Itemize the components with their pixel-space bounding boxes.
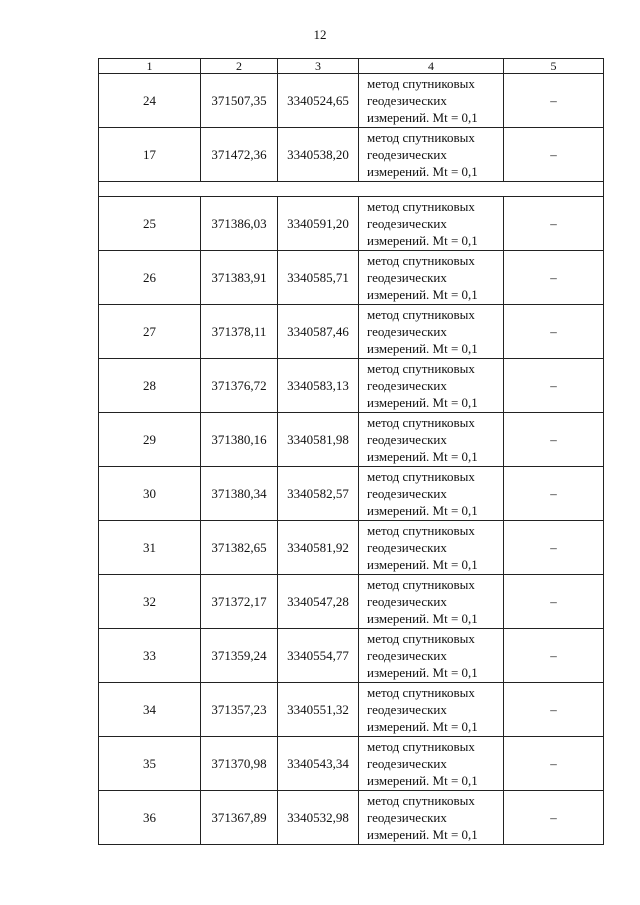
y-coordinate-cell: 3340547,28 <box>278 575 359 629</box>
point-number-cell: 17 <box>99 128 201 182</box>
empty-cell <box>99 182 604 197</box>
method-line: измерений. Mt = 0,1 <box>367 827 478 842</box>
method-line: метод спутниковых <box>367 361 475 376</box>
x-coordinate-cell: 371376,72 <box>201 359 278 413</box>
method-cell <box>359 683 504 737</box>
y-coordinate-cell: 3340581,98 <box>278 413 359 467</box>
table-row <box>99 251 604 305</box>
table-row <box>99 521 604 575</box>
column-header: 4 <box>359 59 504 74</box>
point-number-cell: 25 <box>99 197 201 251</box>
method-cell <box>359 197 504 251</box>
x-coordinate-cell: 371380,16 <box>201 413 278 467</box>
note-cell: – <box>504 305 604 359</box>
x-coordinate-cell: 371367,89 <box>201 791 278 845</box>
y-coordinate-cell: 3340582,57 <box>278 467 359 521</box>
note-cell: – <box>504 683 604 737</box>
method-cell <box>359 467 504 521</box>
method-line: измерений. Mt = 0,1 <box>367 110 478 125</box>
method-cell <box>359 74 504 128</box>
note-cell: – <box>504 413 604 467</box>
y-coordinate-cell: 3340551,32 <box>278 683 359 737</box>
note-cell: – <box>504 575 604 629</box>
point-number-cell: 35 <box>99 737 201 791</box>
table-row <box>99 467 604 521</box>
method-line: измерений. Mt = 0,1 <box>367 503 478 518</box>
table-row <box>99 74 604 128</box>
method-line: геодезических <box>367 147 447 162</box>
x-coordinate-cell: 371383,91 <box>201 251 278 305</box>
point-number-cell: 29 <box>99 413 201 467</box>
method-line: метод спутниковых <box>367 685 475 700</box>
method-line: геодезических <box>367 324 447 339</box>
table-body <box>99 59 604 845</box>
note-cell: – <box>504 791 604 845</box>
method-cell <box>359 737 504 791</box>
method-cell <box>359 629 504 683</box>
method-line: геодезических <box>367 432 447 447</box>
y-coordinate-cell: 3340524,65 <box>278 74 359 128</box>
table-row <box>99 791 604 845</box>
note-cell: – <box>504 629 604 683</box>
method-cell <box>359 359 504 413</box>
method-line: измерений. Mt = 0,1 <box>367 773 478 788</box>
table-row <box>99 683 604 737</box>
x-coordinate-cell: 371472,36 <box>201 128 278 182</box>
point-number-cell: 36 <box>99 791 201 845</box>
note-cell: – <box>504 197 604 251</box>
method-line: измерений. Mt = 0,1 <box>367 287 478 302</box>
x-coordinate-cell: 371357,23 <box>201 683 278 737</box>
note-cell: – <box>504 251 604 305</box>
y-coordinate-cell: 3340554,77 <box>278 629 359 683</box>
x-coordinate-cell: 371370,98 <box>201 737 278 791</box>
method-line: метод спутниковых <box>367 739 475 754</box>
table-row <box>99 575 604 629</box>
method-line: геодезических <box>367 648 447 663</box>
x-coordinate-cell: 371378,11 <box>201 305 278 359</box>
method-cell <box>359 128 504 182</box>
note-cell: – <box>504 737 604 791</box>
page-number: 12 <box>313 27 327 42</box>
x-coordinate-cell: 371372,17 <box>201 575 278 629</box>
note-cell: – <box>504 521 604 575</box>
method-cell <box>359 251 504 305</box>
column-header: 2 <box>201 59 278 74</box>
y-coordinate-cell: 3340587,46 <box>278 305 359 359</box>
y-coordinate-cell: 3340581,92 <box>278 521 359 575</box>
method-line: измерений. Mt = 0,1 <box>367 611 478 626</box>
method-line: метод спутниковых <box>367 577 475 592</box>
method-line: геодезических <box>367 810 447 825</box>
method-line: геодезических <box>367 594 447 609</box>
method-line: измерений. Mt = 0,1 <box>367 449 478 464</box>
point-number-cell: 32 <box>99 575 201 629</box>
point-number-cell: 30 <box>99 467 201 521</box>
method-line: метод спутниковых <box>367 469 475 484</box>
method-line: измерений. Mt = 0,1 <box>367 233 478 248</box>
note-cell: – <box>504 128 604 182</box>
x-coordinate-cell: 371386,03 <box>201 197 278 251</box>
point-number-cell: 34 <box>99 683 201 737</box>
method-line: метод спутниковых <box>367 415 475 430</box>
method-line: метод спутниковых <box>367 523 475 538</box>
method-line: геодезических <box>367 486 447 501</box>
point-number-cell: 26 <box>99 251 201 305</box>
method-line: измерений. Mt = 0,1 <box>367 395 478 410</box>
y-coordinate-cell: 3340543,34 <box>278 737 359 791</box>
method-line: метод спутниковых <box>367 130 475 145</box>
method-line: измерений. Mt = 0,1 <box>367 164 478 179</box>
table-row <box>99 305 604 359</box>
point-number-cell: 24 <box>99 74 201 128</box>
x-coordinate-cell: 371380,34 <box>201 467 278 521</box>
column-header: 3 <box>278 59 359 74</box>
point-number-cell: 31 <box>99 521 201 575</box>
coordinates-table <box>98 58 604 845</box>
method-line: геодезических <box>367 93 447 108</box>
note-cell: – <box>504 359 604 413</box>
method-cell <box>359 413 504 467</box>
x-coordinate-cell: 371507,35 <box>201 74 278 128</box>
y-coordinate-cell: 3340591,20 <box>278 197 359 251</box>
method-line: метод спутниковых <box>367 793 475 808</box>
table-header-row <box>99 59 604 74</box>
method-line: геодезических <box>367 756 447 771</box>
method-line: метод спутниковых <box>367 307 475 322</box>
column-header: 1 <box>99 59 201 74</box>
note-cell: – <box>504 74 604 128</box>
y-coordinate-cell: 3340583,13 <box>278 359 359 413</box>
table-row <box>99 413 604 467</box>
point-number-cell: 28 <box>99 359 201 413</box>
empty-separator-row <box>99 182 604 197</box>
table-row <box>99 737 604 791</box>
y-coordinate-cell: 3340538,20 <box>278 128 359 182</box>
method-cell <box>359 521 504 575</box>
method-line: геодезических <box>367 216 447 231</box>
x-coordinate-cell: 371359,24 <box>201 629 278 683</box>
method-line: геодезических <box>367 702 447 717</box>
method-line: метод спутниковых <box>367 631 475 646</box>
column-header: 5 <box>504 59 604 74</box>
y-coordinate-cell: 3340532,98 <box>278 791 359 845</box>
method-line: геодезических <box>367 378 447 393</box>
table-row <box>99 128 604 182</box>
method-line: измерений. Mt = 0,1 <box>367 341 478 356</box>
method-line: метод спутниковых <box>367 253 475 268</box>
method-cell <box>359 575 504 629</box>
table-row <box>99 359 604 413</box>
method-line: геодезических <box>367 270 447 285</box>
method-line: измерений. Mt = 0,1 <box>367 665 478 680</box>
method-line: измерений. Mt = 0,1 <box>367 719 478 734</box>
table-row <box>99 197 604 251</box>
method-line: геодезических <box>367 540 447 555</box>
note-cell: – <box>504 467 604 521</box>
point-number-cell: 33 <box>99 629 201 683</box>
method-cell <box>359 791 504 845</box>
x-coordinate-cell: 371382,65 <box>201 521 278 575</box>
method-line: измерений. Mt = 0,1 <box>367 557 478 572</box>
y-coordinate-cell: 3340585,71 <box>278 251 359 305</box>
table-row <box>99 629 604 683</box>
method-line: метод спутниковых <box>367 199 475 214</box>
method-cell <box>359 305 504 359</box>
point-number-cell: 27 <box>99 305 201 359</box>
method-line: метод спутниковых <box>367 76 475 91</box>
